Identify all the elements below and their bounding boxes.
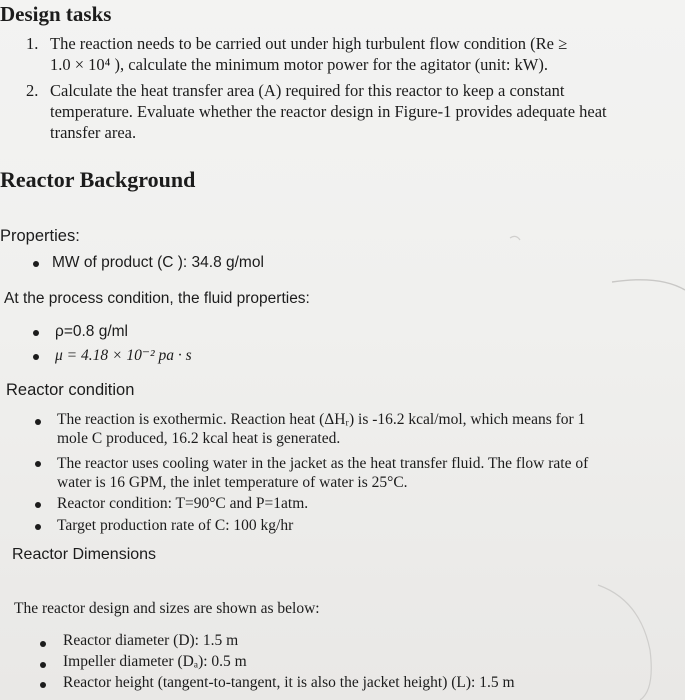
bullet-dot [33,354,39,360]
production-rate: Target production rate of C: 100 kg/hr [57,517,294,534]
reactor-temp-pressure: Reactor condition: T=90°C and P=1atm. [57,495,309,512]
design-task-2-number: 2. [26,81,39,100]
design-task-2-line2: temperature. Evaluate whether the reactor design in Figure-1 provides adequate heat [50,102,607,121]
reaction-heat-line2: mole C produced, 16.2 kcal heat is generated. [57,430,341,447]
properties-label: Properties: [0,227,80,245]
reaction-heat-line1: The reaction is exothermic. Reaction heat (ΔHᵣ) is -16.2 kcal/mol, which means for 1 [57,411,586,428]
cooling-water-line1: The reactor uses cooling water in the jacket as the heat transfer fluid. The flow rate of [57,455,589,472]
design-task-1-line1: The reaction needs to be carried out under high turbulent flow condition (Re ≥ [50,34,568,53]
bullet-dot [33,261,39,267]
reactor-diameter-item: Reactor diameter (D): 1.5 m [63,632,239,649]
design-task-1-line2: 1.0 × 10⁴ ), calculate the minimum motor power for the agitator (unit: kW). [50,55,549,74]
process-condition-intro: At the process condition, the fluid properties: [4,290,310,307]
mw-product-item: MW of product (C ): 34.8 g/mol [52,254,264,271]
reactor-dimensions-intro: The reactor design and sizes are shown as below: [14,600,320,617]
design-tasks-heading: Design tasks [0,2,112,26]
bullet-dot [40,662,46,668]
design-task-1-number: 1. [26,34,39,53]
design-task-2-line3: transfer area. [50,123,137,142]
reactor-height-item: Reactor height (tangent-to-tangent, it is also the jacket height) (L): 1.5 m [63,674,515,691]
reactor-condition-label: Reactor condition [6,381,135,399]
reactor-background-heading: Reactor Background [0,167,196,192]
bullet-dot [35,419,41,425]
bullet-dot [40,641,46,647]
reactor-dimensions-label: Reactor Dimensions [12,546,157,563]
design-task-2-line1: Calculate the heat transfer area (A) required for this reactor to keep a constant [50,81,565,100]
bullet-dot [35,461,41,467]
bullet-dot [40,682,46,688]
density-item: ρ=0.8 g/ml [55,323,129,340]
bullet-dot [35,502,41,508]
cooling-water-line2: water is 16 GPM, the inlet temperature of water is 25°C. [57,474,408,491]
bullet-dot [35,524,41,530]
bullet-dot [33,330,39,336]
impeller-diameter-item: Impeller diameter (Dₐ): 0.5 m [63,653,247,670]
design-task-1 [26,33,567,75]
design-task-2 [26,80,607,143]
viscosity-item: μ = 4.18 × 10⁻² pa · s [55,347,192,364]
